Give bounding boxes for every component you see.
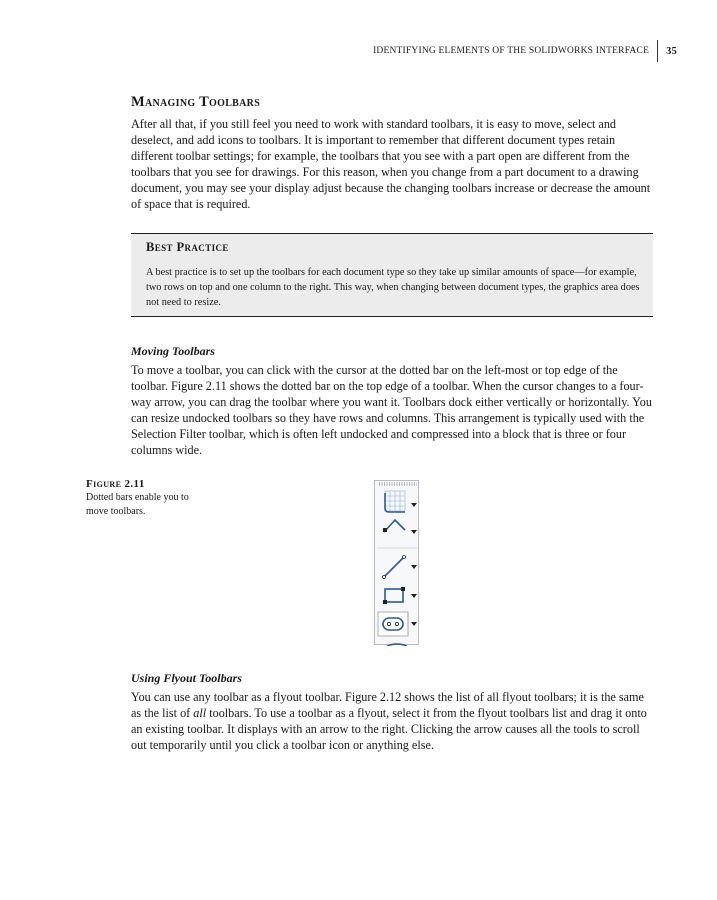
moving-toolbars-body: To move a toolbar, you can click with the cursor at the dotted bar on the left-most or top edge of the toolbar. Figure 2.11 shows the dotted bar on the top edge of a toolbar. When the cursor changes to a four-way arrow, you can drag the toolbar where you want it. Toolbars dock either vertically or horizontally. You can resize undocked toolbars so they have rows and columns. This arrangement is typically used with the Selection Filter toolbar, which is often left undocked and compressed into a block that is three or four columns wide.: [131, 363, 652, 457]
running-head-divider: [657, 40, 658, 62]
figure-label: [86, 478, 211, 519]
managing-toolbars-body-block: [131, 116, 653, 212]
best-practice-body: A best practice is to set up the toolbars for each document type so they take up similar amounts of space—for example, two rows on top and one column to the right. This way, when changing between document types, the graphics area does not need to resize.: [146, 267, 640, 308]
flyout-body-part1: You can use any toolbar as a flyout toolbar. Figure 2.12 shows the list of all flyout toolbars; it is the same as the list of: [131, 690, 644, 720]
slot-icon: [378, 612, 417, 636]
flyout-toolbars-section: [131, 671, 653, 686]
running-head: [373, 42, 677, 60]
flyout-body-emphasis: all: [193, 706, 207, 720]
flyout-body-part2: toolbars. To use a toolbar as a flyout, select it from the flyout toolbars list and drag it onto an existing toolbar. It displays with an arrow to the right. Clicking the arrow causes all the tools to scroll out temporarily until you click a toolbar icon or anything else.: [131, 706, 647, 752]
grid-icon: [385, 491, 417, 512]
moving-toolbars-section: [131, 344, 653, 359]
toolbar-graphic: [375, 481, 420, 646]
managing-toolbars-section: [131, 94, 653, 111]
figure-caption: Dotted bars enable you to move toolbars.: [86, 492, 189, 517]
flyout-toolbars-heading: Using Flyout Toolbars: [131, 671, 242, 685]
best-practice-box: [131, 233, 653, 317]
managing-toolbars-body: After all that, if you still feel you need to work with standard toolbars, it is easy to move, select and deselect, and add icons to toolbars. It is important to remember that different document types retain different toolbar settings; for example, the toolbars that you see with a part open are different from the toolbars that you see for drawings. For this reason, when you change from a part document to a drawing document, you may see your display adjust because the changing toolbars increase or decrease the amount of space that is required.: [131, 117, 651, 211]
line-icon: [383, 556, 418, 579]
flyout-toolbars-body: [131, 689, 653, 753]
vertical-toolbar[interactable]: [374, 480, 419, 645]
best-practice-heading: Best Practice: [146, 240, 229, 254]
moving-toolbars-body-block: [131, 362, 653, 458]
flyout-toolbars-body-block: [131, 689, 653, 753]
rectangle-icon: [383, 587, 417, 604]
page-number: 35: [666, 45, 677, 57]
corner-icon: [383, 520, 417, 534]
section-heading: Managing Toolbars: [131, 94, 261, 110]
figure-number: Figure 2.11: [86, 478, 145, 490]
moving-toolbars-heading: Moving Toolbars: [131, 344, 215, 358]
running-head-title: IDENTIFYING ELEMENTS OF THE SOLIDWORKS INTERFACE: [373, 46, 650, 56]
